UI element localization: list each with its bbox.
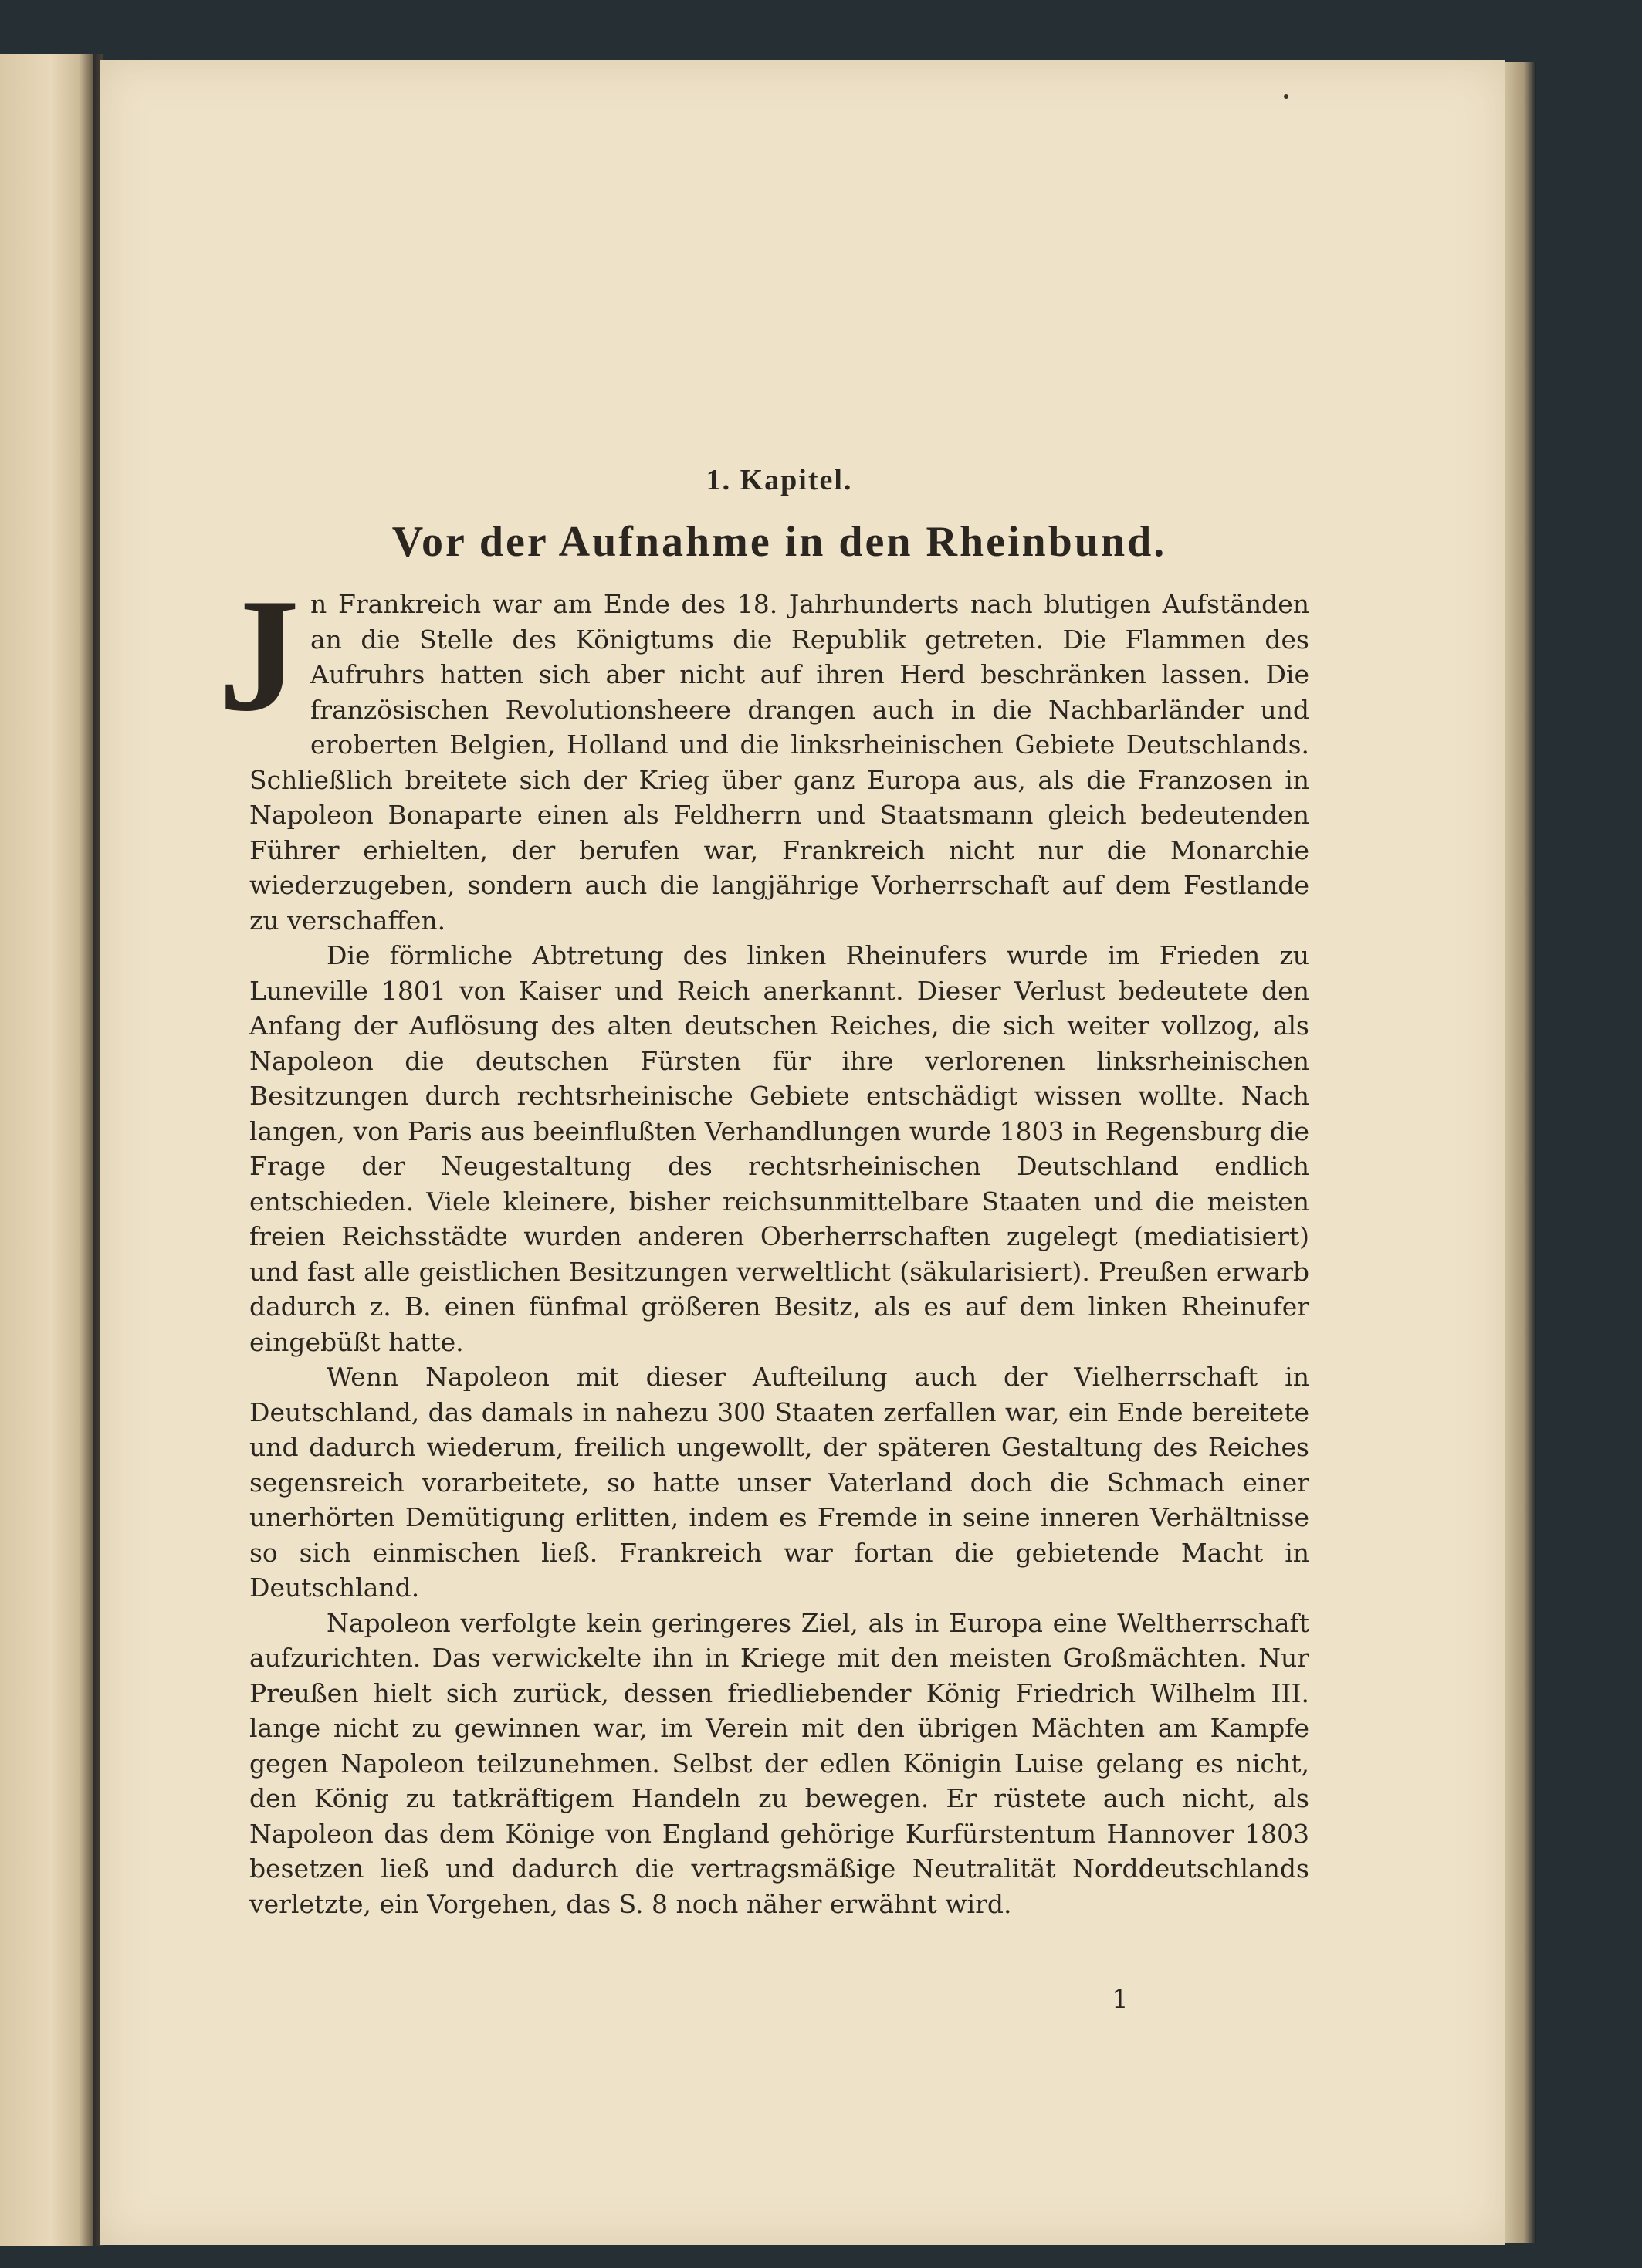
drop-cap: J [218, 566, 300, 745]
paragraph-2: Die förmliche Abtretung des linken Rheinufers wurde im Frieden zu Luneville 1801 von Kaiser und Reich anerkannt. Dieser Verlust bedeutete den Anfang der Auflösung des alten deutschen Reiches, die sich weiter vollzog, als Napoleon die deutschen Fürsten für ihre verlorenen linksrheinischen Besitzungen durch rechtsrheinische Gebiete entschädigt wissen wollte. Nach langen, von Paris aus beeinflußten Verhandlungen wurde 1803 in Regensburg die Frage der Neugestaltung des rechtsrheinischen Deutschland endlich entschieden. Viele kleinere, bisher reichsunmittelbare Staaten und die meisten freien Reichsstädte wurden anderen Oberherrschaften zugelegt (mediatisiert) und fast alle geistlichen Besitzungen verweltlicht (säkularisiert). Preußen erwarb dadurch z. B. einen fünfmal größeren Besitz, als es auf dem linken Rheinufer eingebüßt hatte. [249, 940, 1309, 1357]
page-edge [1505, 62, 1536, 2243]
paragraph-1 [218, 566, 1309, 938]
left-page-edge [0, 54, 93, 2246]
ink-dot [1284, 94, 1288, 99]
chapter-title: Vor der Aufnahme in den Rheinbund. [391, 518, 1167, 566]
paragraph-1-text: n Frankreich war am Ende des 18. Jahrhunderts nach blutigen Aufständen an die Stelle des Königtums die Republik getreten. Die Flammen des Aufruhrs hatten sich aber nicht auf ihren Herd beschränken lassen. Die französischen Revolutionsheere drangen auch in die Nachbarländer und eroberten Belgien, Holland und die linksrheinischen Gebiete Deutschlands. Schließlich breitete sich der Krieg über ganz Europa aus, als die Franzosen in Napoleon Bonaparte einen als Feldherrn und Staatsmann gleich bedeutenden Führer erhielten, der berufen war, Frankreich nicht nur die Monarchie wiederzugeben, sondern auch die langjährige Vorherrschaft auf dem Festlande zu verschaffen. [249, 589, 1309, 936]
page-text [218, 463, 1309, 1921]
chapter-label: 1. Kapitel. [706, 464, 853, 496]
paragraph-3: Wenn Napoleon mit dieser Aufteilung auch der Vielherrschaft in Deutschland, das damals in nahezu 300 Staaten zerfallen war, ein Ende bereitete und dadurch wiederum, freilich ungewollt, der späteren Gestaltung des Reiches segensreich vorarbeitete, so hatte unser Vaterland doch die Schmach einer unerhörten Demütigung erlitten, indem es Fremde in seine inneren Verhältnisse so sich einmischen ließ. Frankreich war fortan die gebietende Macht in Deutschland. [249, 1362, 1309, 1603]
paragraph-4: Napoleon verfolgte kein geringeres Ziel, als in Europa eine Weltherrschaft aufzurichten. Das verwickelte ihn in Kriege mit den meisten Großmächten. Nur Preußen hielt sich zurück, dessen friedliebender König Friedrich Wilhelm III. lange nicht zu gewinnen war, im Verein mit den übrigen Mächten am Kampfe gegen Napoleon teilzunehmen. Selbst der edlen Königin Luise gelang es nicht, den König zu tatkräftigem Handeln zu bewegen. Er rüstete auch nicht, als Napoleon das dem Könige von England gehörige Kurfürstentum Hannover 1803 besetzen ließ und dadurch die vertragsmäßige Neutralität Norddeutschlands verletzte, ein Vorgehen, das S. 8 noch näher erwähnt wird. [249, 1607, 1309, 1919]
page-number: 1 [1112, 1984, 1129, 2015]
